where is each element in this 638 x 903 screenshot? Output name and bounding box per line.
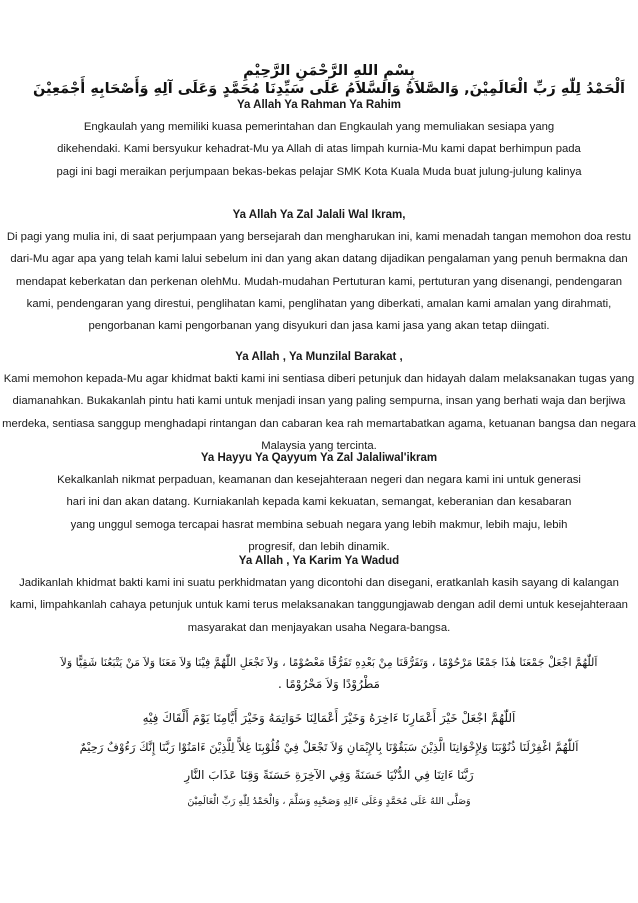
basmalah: بِسْمِ اللهِ الرَّحْمَنِ الرَّحِيْمِ: [243, 63, 415, 79]
arabic-prayer-3: اَللّٰهُمَّ اغْفِرْلَنَا ذُنُوْبَنَا وَلِإِخْوَانِنَا الَّذِيْنَ سَبَقُوْنَا بِالإِيْمَانِ وَلاَ تَجْعَلْ فِيْ قُلُوْبِنَا غِلاًّ لِلَّذِيْنَ ءَامَنُوْا رَبَّنَا إِنَّكَ رَءُوْفٌ رَحِيْمٌ: [79, 740, 579, 754]
arabic-prayer-1-line-2: مَطْرُوْدًا وَلاَ مَحْرُوْمًا .: [278, 677, 380, 691]
section-3: [0, 346, 638, 457]
arabic-prayer-2: اَللّٰهُمَّ اجْعَلْ خَيْرَ أَعْمَارِنَا ءَاخِرَهُ وَخَيْرَ أَعْمَالِنَا خَوَاتِمَهُ وَخَيْرَ أَيَّامِنَا يَوْمَ أَلْقَاكَ فِيْهِ: [142, 711, 516, 725]
section-5: [0, 550, 638, 639]
section-paragraph: Kami memohon kepada-Mu agar khidmat bakti kami ini sentiasa diberi petunjuk dan hidayah dalam melaksanakan tugas yang diamanahkan. Bukakanlah pintu hati kami untuk menjadi insan yang paling sempurna, insan yang berhati waja dan berjiwa merdeka, sentiasa sanggup menghadapi rintangan dan cabaran kea rah memartabatkan agama, ketuanan bangsa dan negara Malaysia yang tercinta.: [2, 373, 636, 452]
section-paragraph: Di pagi yang mulia ini, di saat perjumpaan yang bersejarah dan mengharukan ini, kami menadah tangan memohon doa restu dari-Mu agar apa yang telah kami lalui sebelum ini dan yang akan datang dijadikan pengalaman yang penuh bermakna dan mendapat keberkatan dan perkenan olehMu. Mudah-mudahan Pertuturan kami, pertuturan yang disenangi, pendengaran kami, pendengaran yang direstui, penglihatan kami, penglihatan yang diberkati, amalan kami amalan yang dirahmati, pengorbanan kami pengorbanan yang disyukuri dan jasa kami jasa yang akan tetap diingati.: [6, 231, 632, 333]
opening-praise: اَلْحَمْدُ لِلّٰهِ رَبِّ الْعَالَمِيْنَ, وَالصَّلاَةُ وَالسَّلاَمُ عَلَى سَيِّدِنَا مُحَمَّدٍ وَعَلَى آلِهِ وَأَصْحَابِهِ أَجْمَعِيْنَ: [32, 81, 625, 97]
section-paragraph: Jadikanlah khidmat bakti kami ini suatu perkhidmatan yang dicontohi dan disegani, eratkanlah kasih sayang di kalangan kami, limpahkanlah cahaya petunjuk untuk kami terus melaksanakan tanggungjawab dengan adil demi untuk kesejahteraan masyarakat dan menjayakan usaha Negara-bangsa.: [10, 577, 628, 634]
arabic-closing: وَصَلَّى اللهُ عَلَى مُحَمَّدٍ وَعَلَى ءَالِهِ وَصَحْبِهِ وَسَلَّمَ ، وَالْحَمْدُ لِلّٰهِ رَبِّ الْعَالَمِيْنَ: [187, 796, 471, 807]
arabic-prayer-1-line-1: اَللّٰهُمَّ اجْعَلْ جَمْعَنَا هٰذَا جَمْعًا مَرْحُوْمًا ، وَتَفَرُّقَنَا مِنْ بَعْدِهِ تَفَرُّقًا مَعْصُوْمًا ، وَلاَ تَجْعَلِ اللّٰهُمَّ فِيْنَا وَلاَ مَعَنَا وَلاَ مَنْ يَتْبَعُنَا شَقِيًّا وَلاَ: [60, 656, 598, 669]
section-heading: Ya Allah Ya Zal Jalali Wal Ikram,: [232, 209, 406, 221]
section-heading: Ya Hayyu Ya Qayyum Ya Zal Jalaliwal'ikram: [200, 452, 438, 464]
section-paragraph: Kekalkanlah nikmat perpaduan, keamanan dan kesejahteraan negeri dan negara kami ini untuk generasi hari ini dan akan datang. Kurniakanlah kepada kami kekuatan, semangat, keberanian dan kesabaran yang unggul semoga tercapai hasrat membina sebuah negara yang lebih makmur, lebih maju, lebih progresif, dan lebih dinamik.: [57, 474, 581, 553]
section-heading: Ya Allah Ya Rahman Ya Rahim: [236, 99, 402, 111]
section-heading: Ya Allah , Ya Karim Ya Wadud: [238, 555, 400, 567]
arabic-prayer-4: رَبَّنَا ءَاتِنَا فِي الدُّنْيَا حَسَنَةً وَفِي الآخِرَةِ حَسَنَةً وَقِنَا عَذَابَ النَّارِ: [184, 768, 474, 782]
section-paragraph: Engkaulah yang memiliki kuasa pemerintahan dan Engkaulah yang memuliakan sesiapa yang dikehendaki. Kami bersyukur kehadrat-Mu ya Allah di atas limpah kurnia-Mu kami dapat berhimpun pada pagi ini bagi meraikan perjumpaan bekas-bekas pelajar SMK Kota Kuala Muda buat julung-julung kalinya: [56, 121, 582, 178]
section-2: [0, 204, 638, 337]
section-1: [0, 94, 638, 183]
section-heading: Ya Allah , Ya Munzilal Barakat ,: [235, 351, 403, 363]
section-4: [0, 447, 638, 558]
